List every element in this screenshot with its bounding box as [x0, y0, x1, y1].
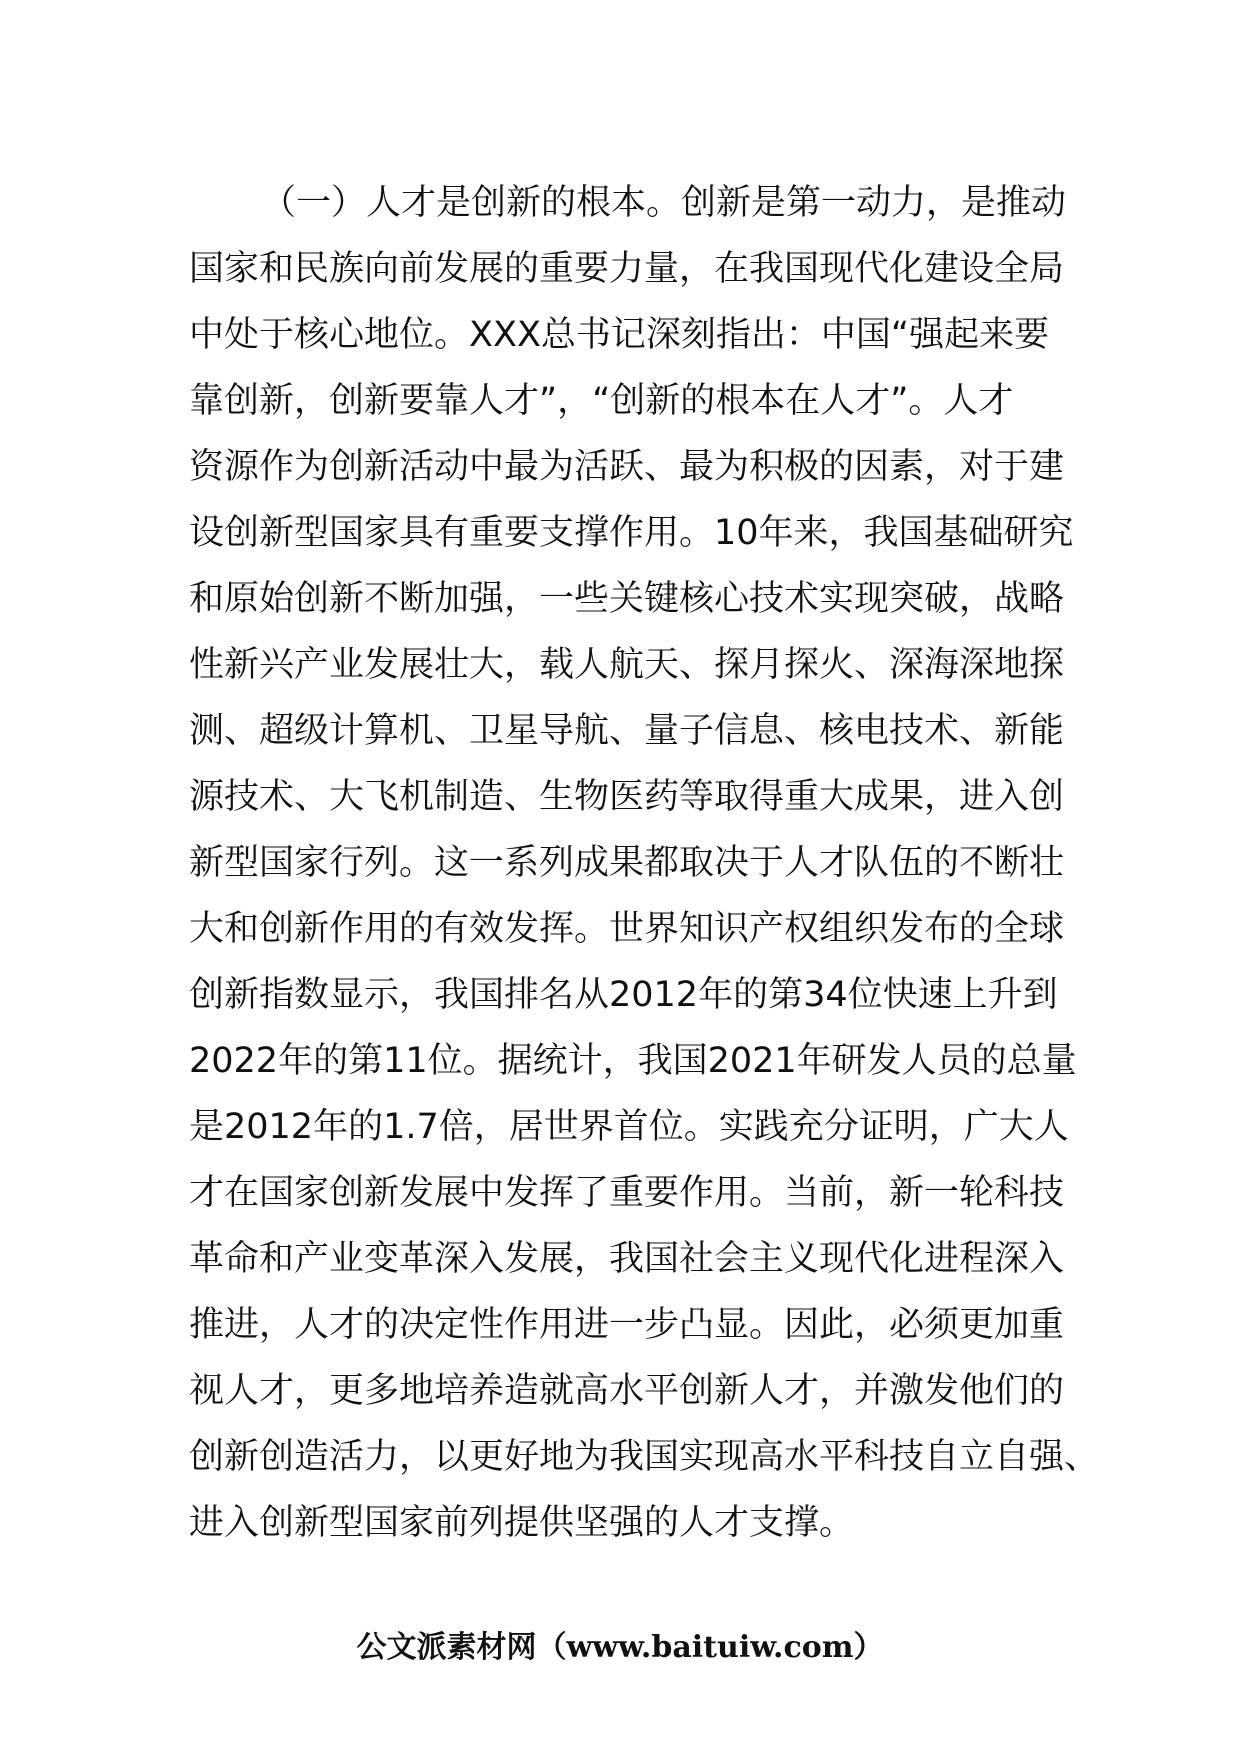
paragraph-line: 国家和民族向前发展的重要力量，在我国现代化建设全局 [189, 249, 1065, 289]
footer-source-watermark: 公文派素材网（www.baituiw.com） [356, 1630, 884, 1665]
body-paragraph [189, 170, 1100, 1556]
paragraph-line: （一）人才是创新的根本。创新是第一动力，是推动 [261, 183, 1067, 223]
paragraph-line: 2022年的第11位。据统计，我国2021年研发人员的总量 [189, 1041, 1077, 1081]
paragraph-line: 视人才，更多地培养造就高水平创新人才，并激发他们的 [189, 1371, 1065, 1411]
paragraph-line: 创新创造活力，以更好地为我国实现高水平科技自立自强、 [189, 1437, 1100, 1477]
paragraph-line: 性新兴产业发展壮大，载人航天、探月探火、深海深地探 [189, 645, 1065, 685]
paragraph-line: 源技术、大飞机制造、生物医药等取得重大成果，进入创 [189, 777, 1065, 817]
paragraph-line: 新型国家行列。这一系列成果都取决于人才队伍的不断壮 [189, 843, 1065, 883]
paragraph-line: 设创新型国家具有重要支撑作用。10年来，我国基础研究 [189, 513, 1074, 553]
paragraph-line: 创新指数显示，我国排名从2012年的第34位快速上升到 [189, 975, 1058, 1015]
paragraph-line: 进入创新型国家前列提供坚强的人才支撑。 [189, 1503, 855, 1543]
paragraph-line: 资源作为创新活动中最为活跃、最为积极的因素，对于建 [189, 447, 1065, 487]
paragraph-line: 和原始创新不断加强，一些关键核心技术实现突破，战略 [189, 579, 1065, 619]
paragraph-line: 革命和产业变革深入发展，我国社会主义现代化进程深入 [189, 1239, 1065, 1279]
paragraph-line: 才在国家创新发展中发挥了重要作用。当前，新一轮科技 [189, 1173, 1065, 1213]
paragraph-line: 中处于核心地位。XXX总书记深刻指出：中国“强起来要 [189, 315, 1050, 355]
paragraph-line: 测、超级计算机、卫星导航、量子信息、核电技术、新能 [189, 711, 1065, 751]
paragraph-line: 是2012年的1.7倍，居世界首位。实践充分证明，广大人 [189, 1107, 1069, 1147]
paragraph-line: 推进，人才的决定性作用进一步凸显。因此，必须更加重 [189, 1305, 1065, 1345]
paragraph-line: 大和创新作用的有效发挥。世界知识产权组织发布的全球 [189, 909, 1065, 949]
paragraph-line: 靠创新，创新要靠人才”，“创新的根本在人才”。人才 [189, 381, 1014, 421]
